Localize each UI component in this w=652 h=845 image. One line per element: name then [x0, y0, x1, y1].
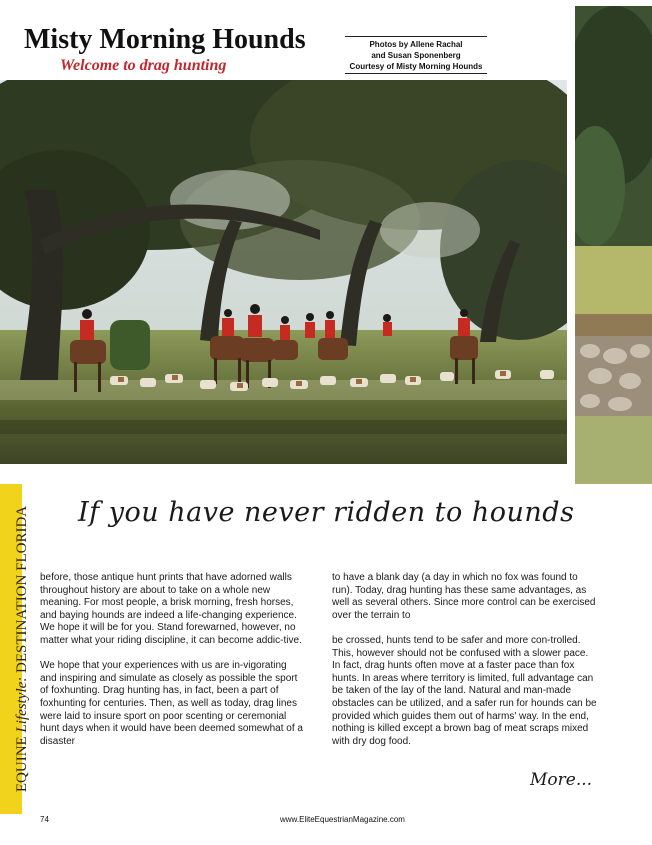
article-title: Misty Morning Hounds	[24, 24, 306, 55]
paragraph: to have a blank day (a day in which no fox was found to run). Today, drag hunting has these same advantages, as well as several others. Since more control can be exercised over the terrain to	[332, 572, 596, 621]
credit-line: and Susan Sponenberg	[371, 51, 461, 60]
page-number: 74	[40, 815, 49, 824]
side-photo	[575, 6, 652, 484]
credit-line: Photos by Allene Rachal	[369, 40, 463, 49]
pull-quote: If you have never ridden to hounds	[78, 497, 575, 528]
more-link[interactable]: More...	[530, 770, 593, 790]
article-subtitle: Welcome to drag hunting	[60, 57, 227, 74]
paragraph: be crossed, hunts tend to be safer and more con-trolled. This, however should not be confused with a slower pace. In fact, drag hunts often move at a faster pace than fox hunts. In areas where territory is limited, full advantage can be taken of the lay of the land. Natural and man-made obstacles can be utilized, and a safer run for hounds can be provided which guides them out of harms' way. In the end, nothing is killed except a brown bag of meat scraps mixed with dry dog food.	[332, 634, 597, 747]
photo-credits	[345, 36, 487, 74]
paragraph: We hope that your experiences with us are in-vigorating and inspiring and simulate as closely as possible the sport of foxhunting. Drag hunting has, in fact, been a part of foxhunting for centuries. Then, as well as today, drag lines were laid to insure sport on poor scenting or ceremonial hunt days when it would have been deemed somewhat of a disaster	[40, 660, 303, 747]
hunt-photo	[0, 80, 567, 464]
credit-line: Courtesy of Misty Morning Hounds	[349, 62, 483, 71]
paragraph: before, those antique hunt prints that have adorned walls throughout history are about to take on a whole new meaning. For most people, a brisk morning, fresh horses, and baying hounds are indeed a life-changing experience. We hope it will be for you. Stand forewarned, however, no matter what your riding discipline, it can become addic-tive.	[40, 572, 302, 646]
section-sidebar-label: EQUINE Lifestyle: DESTINATION FLORIDA	[14, 505, 30, 793]
body-column-left	[40, 572, 305, 761]
body-column-right	[332, 572, 597, 761]
footer-website: www.EliteEquestrianMagazine.com	[280, 815, 405, 824]
